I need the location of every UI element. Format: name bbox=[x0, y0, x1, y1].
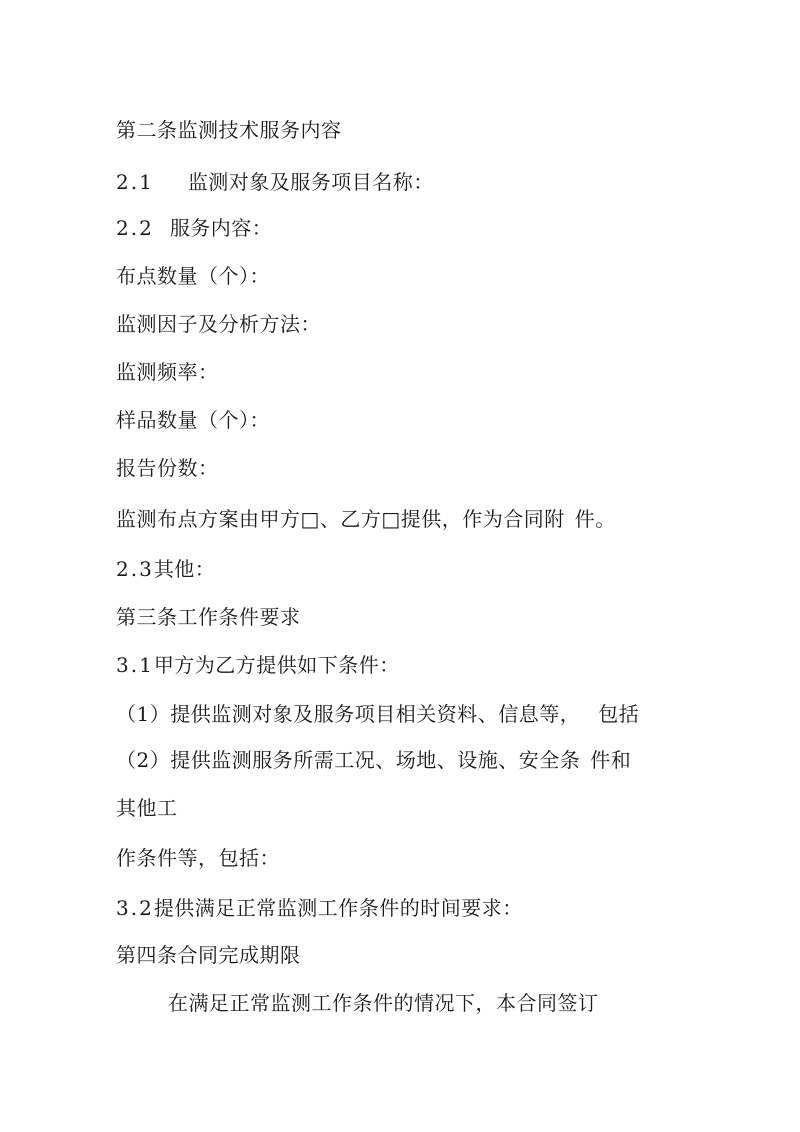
clause-number: 2.3 bbox=[116, 557, 154, 581]
clause-3-2: 3.2提供满足正常监测工作条件的时间要求： bbox=[116, 896, 523, 920]
frequency-line: 监测频率： bbox=[116, 360, 219, 384]
article-3-heading: 第三条工作条件要求 bbox=[116, 605, 301, 629]
clause-2-3: 2.3其他： bbox=[116, 557, 216, 581]
article-4-heading: 第四条合同完成期限 bbox=[116, 943, 301, 967]
item-2-continuation: 其他工 bbox=[116, 796, 178, 820]
clause-number: 3.1 bbox=[116, 653, 154, 677]
completion-paragraph: 在满足正常监测工作条件的情况下，本合同签订 bbox=[168, 991, 599, 1015]
item-2-line: （2）提供监测服务所需工况、场地、设施、安全条 件和 bbox=[116, 748, 632, 772]
clause-number: 2.1 bbox=[116, 170, 154, 194]
sample-count-line: 样品数量（个）： bbox=[116, 408, 270, 432]
clause-2-1: 2.1 监测对象及服务项目名称： bbox=[116, 170, 434, 194]
clause-2-2: 2.2 服务内容： bbox=[116, 216, 273, 240]
layout-plan-line: 监测布点方案由甲方□、乙方□提供，作为合同附 件。 bbox=[116, 507, 616, 531]
clause-number: 3.2 bbox=[116, 896, 154, 920]
point-count-line: 布点数量（个）： bbox=[116, 264, 270, 288]
article-2-heading: 第二条监测技术服务内容 bbox=[116, 118, 342, 142]
item-1-line: （1）提供监测对象及服务项目相关资料、信息等， 包括 bbox=[116, 702, 640, 726]
work-conditions-line: 作条件等，包括： bbox=[116, 846, 280, 870]
report-copies-line: 报告份数： bbox=[116, 456, 219, 480]
clause-number: 2.2 bbox=[116, 216, 154, 240]
factor-method-line: 监测因子及分析方法： bbox=[116, 312, 321, 336]
clause-3-1: 3.1甲方为乙方提供如下条件： bbox=[116, 653, 400, 677]
